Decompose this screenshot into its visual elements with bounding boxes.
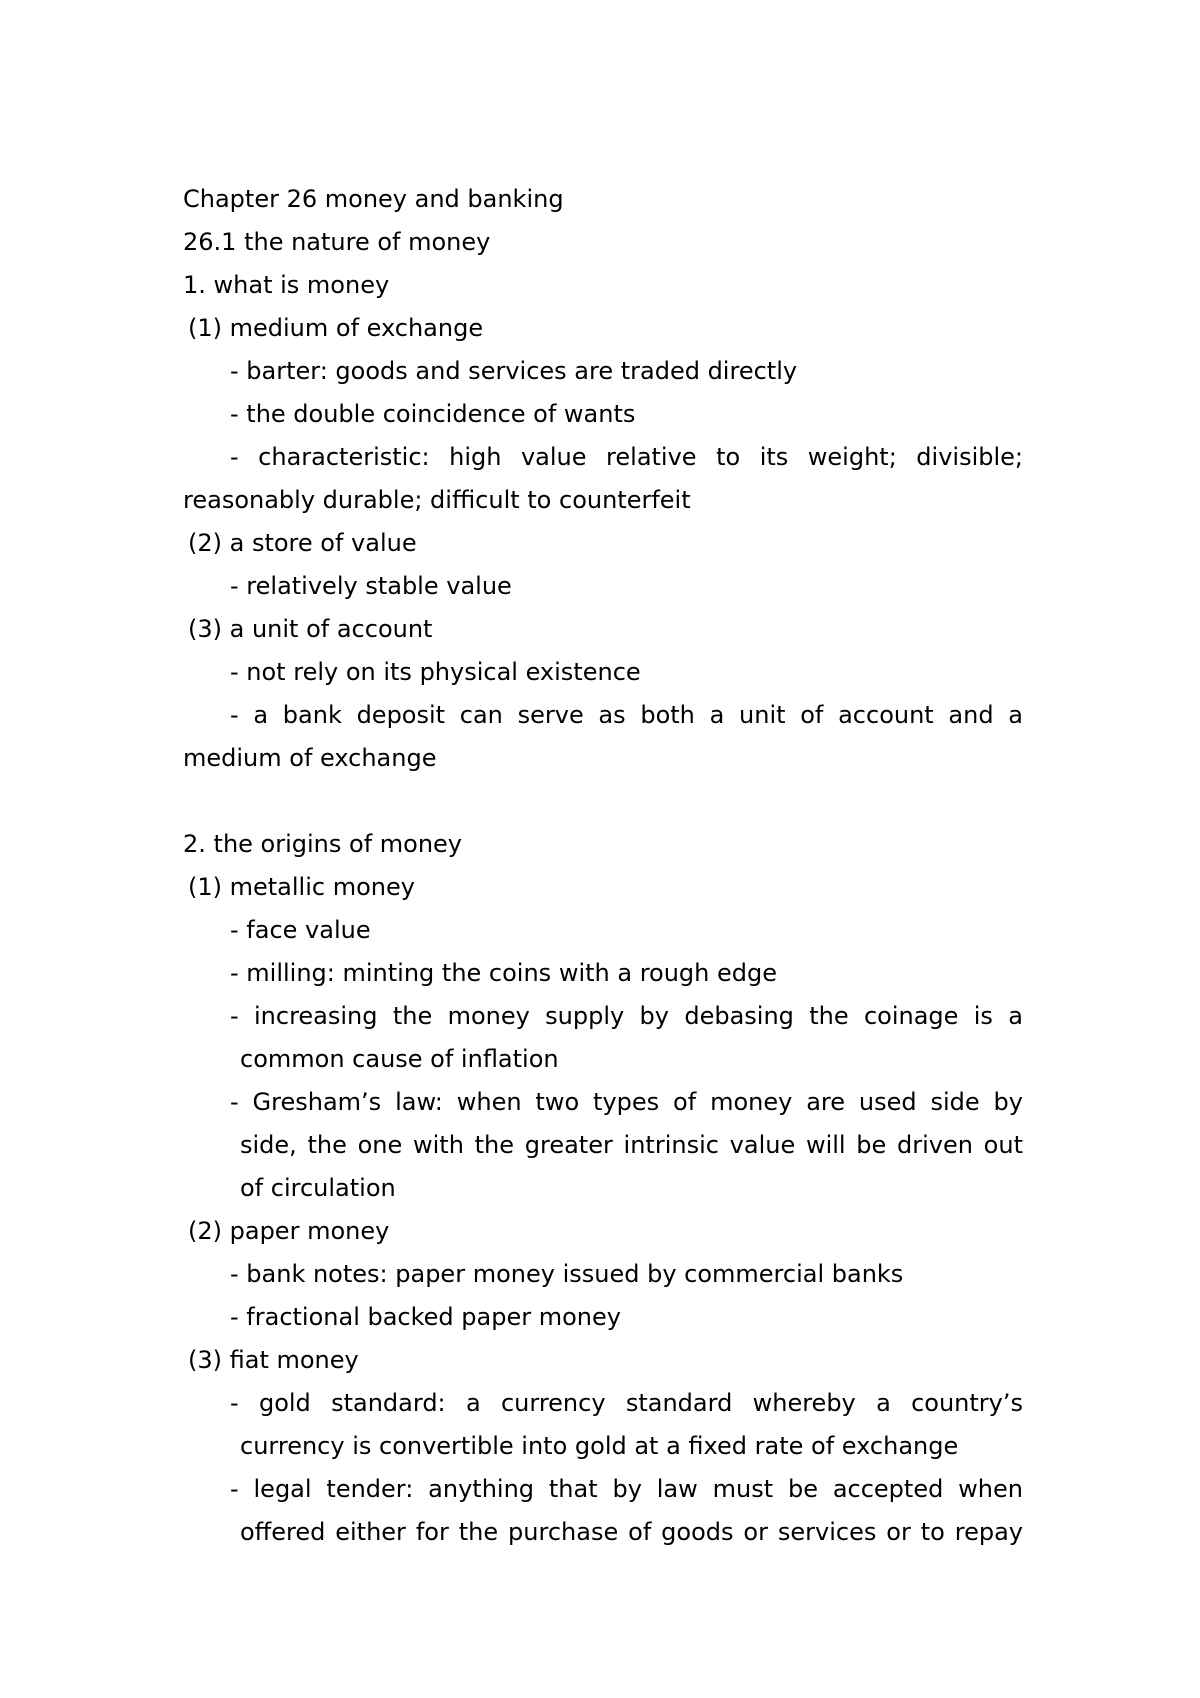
part1-item1-bullet3-line2: reasonably durable; difficult to counterfeit xyxy=(183,486,691,514)
part2-item1-bullet4-line3: of circulation xyxy=(240,1174,396,1202)
part1-item3-bullet2-line2: medium of exchange xyxy=(183,744,437,772)
part2-item1-bullet4-line1: - Gresham’s law: when two types of money are used side by xyxy=(230,1088,1023,1116)
document-page xyxy=(183,178,1023,1554)
part2-item3-bullet1-line1: - gold standard: a currency standard whereby a country’s xyxy=(230,1389,1023,1417)
part2-heading: 2. the origins of money xyxy=(183,830,463,858)
part1-item2-label: (2) a store of value xyxy=(188,529,417,557)
part2-item1-bullet2: - milling: minting the coins with a rough edge xyxy=(230,959,778,987)
blank-line xyxy=(183,780,1023,823)
part2-item3-bullet2-line1: - legal tender: anything that by law must be accepted when xyxy=(230,1475,1023,1503)
part1-item3-bullet1: - not rely on its physical existence xyxy=(230,658,641,686)
part1-item1-bullet1: - barter: goods and services are traded directly xyxy=(230,357,798,385)
part1-item1-bullet2: - the double coincidence of wants xyxy=(230,400,636,428)
part2-item3-bullet2-line2: offered either for the purchase of goods or services or to repay xyxy=(240,1518,1023,1546)
part2-item1-bullet3-line1: - increasing the money supply by debasing the coinage is a xyxy=(230,1002,1023,1030)
part1-item3-label: (3) a unit of account xyxy=(188,615,433,643)
part1-item3-bullet2-line1: - a bank deposit can serve as both a unit of account and a xyxy=(230,701,1023,729)
part1-item1-bullet3-line1: - characteristic: high value relative to its weight; divisible; xyxy=(230,443,1023,471)
part2-item1-label: (1) metallic money xyxy=(188,873,415,901)
part2-item2-bullet1: - bank notes: paper money issued by commercial banks xyxy=(230,1260,904,1288)
part2-item2-label: (2) paper money xyxy=(188,1217,390,1245)
part1-item1-label: (1) medium of exchange xyxy=(188,314,484,342)
section-heading: 26.1 the nature of money xyxy=(183,228,491,256)
part2-item2-bullet2: - fractional backed paper money xyxy=(230,1303,621,1331)
part2-item3-label: (3) fiat money xyxy=(188,1346,359,1374)
part2-item1-bullet4-line2: side, the one with the greater intrinsic value will be driven out xyxy=(240,1131,1023,1159)
part2-item1-bullet3-line2: common cause of inflation xyxy=(240,1045,559,1073)
part2-item1-bullet1: - face value xyxy=(230,916,371,944)
chapter-title: Chapter 26 money and banking xyxy=(183,185,564,213)
part2-item3-bullet1-line2: currency is convertible into gold at a fixed rate of exchange xyxy=(240,1432,959,1460)
part1-heading: 1. what is money xyxy=(183,271,390,299)
part1-item2-bullet1: - relatively stable value xyxy=(230,572,512,600)
